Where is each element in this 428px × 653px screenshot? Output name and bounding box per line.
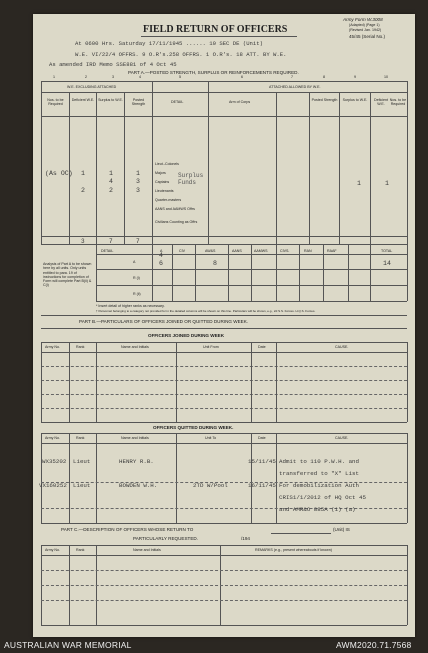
a2-hdr-aans: AANS bbox=[232, 249, 242, 253]
col4-val-1: 1 bbox=[136, 170, 140, 177]
joined-title: OFFICERS JOINED DURING WEEK bbox=[148, 333, 225, 338]
col2-val-2: 2 bbox=[81, 187, 85, 194]
at-line: At 0600 Hrs. Saturday 17/11/1945 ...... 10 SEC DE (Unit) bbox=[75, 40, 263, 47]
c-hdr-name: Name and Initials bbox=[133, 548, 161, 552]
col-num-8: 8 bbox=[323, 75, 325, 79]
rank-qm: Quarter-masters bbox=[155, 198, 182, 202]
quitted-title: OFFICERS QUITTED DURING WEEK. bbox=[153, 425, 234, 430]
quitted-hdr-army-no: Army No. bbox=[45, 436, 60, 440]
quitted-2-date: 16/11/45 bbox=[248, 482, 276, 489]
as-oc-note: (As OC) bbox=[45, 170, 73, 177]
col3-val-1: 1 bbox=[109, 170, 113, 177]
hdr-deficient-att: Deficient W.E. bbox=[374, 98, 388, 106]
a2-hdr-detail: DETAIL bbox=[101, 249, 114, 253]
joined-hdr-army-no: Army No. bbox=[45, 345, 60, 349]
joined-hdr-rank: Rank bbox=[76, 345, 85, 349]
quitted-1-cause-2: transferred to "X" List bbox=[279, 470, 360, 477]
col-num-9: 9 bbox=[354, 75, 356, 79]
part-c-date: /194 bbox=[241, 536, 250, 541]
hdr-posted-att: Posted Strength bbox=[311, 98, 338, 102]
rank-major: Majors bbox=[155, 171, 166, 175]
col-num-5: 5 bbox=[179, 75, 181, 79]
col9-val: 1 bbox=[357, 180, 361, 187]
quitted-1-army-no: WX35202 bbox=[42, 458, 67, 465]
quitted-2-cause-1: For demobilization Auth bbox=[279, 482, 360, 489]
quitted-hdr-cause: CAUSE. bbox=[335, 436, 349, 440]
total-col3: 7 bbox=[109, 238, 113, 245]
col-num-7: 7 bbox=[291, 75, 293, 79]
army-form-label: Army Form W.3008 bbox=[343, 17, 383, 22]
quitted-1-date: 15/11/45 bbox=[248, 458, 276, 465]
a2-val-total: 14 bbox=[383, 260, 391, 267]
hdr-nos-required-att: Nos. to be Required bbox=[389, 98, 407, 106]
a2-hdr-aamws: AAMWS bbox=[254, 249, 268, 253]
hdr-deficient: Deficient W.E. bbox=[71, 98, 95, 102]
hdr-arm: Arm of Corps bbox=[229, 100, 251, 104]
c-hdr-rank: Rank bbox=[76, 548, 85, 552]
rank-captain: Captains bbox=[155, 180, 170, 184]
part-a-title: PART A.—POSTED STRENGTH, SURPLUS OR REINFORCEMENTS REQUIRED. bbox=[128, 70, 299, 75]
col2-val-1: 1 bbox=[81, 170, 85, 177]
rank-civilians: Civilians Counting as Offrs bbox=[155, 220, 198, 224]
col-num-2: 2 bbox=[85, 75, 87, 79]
quitted-2-cause-2: CRIS1/1/2012 of HQ Oct 45 bbox=[279, 494, 366, 501]
col-num-10: 10 bbox=[384, 75, 388, 79]
footer-left: AUSTRALIAN WAR MEMORIAL bbox=[4, 640, 132, 650]
part-b-title: PART B.—PARTICULARS OF OFFICERS JOINED OR QUITTED DURING WEEK. bbox=[79, 319, 249, 324]
adapted-label: (Adapted) (Page 1) bbox=[349, 23, 380, 27]
a2-row-a: A bbox=[133, 260, 136, 264]
form-title: FIELD RETURN OF OFFICERS bbox=[143, 24, 288, 35]
quitted-1-rank: Lieut bbox=[73, 458, 91, 465]
quitted-1-cause-1: Admit to 110 P.W.H. and bbox=[279, 458, 360, 465]
total-col2: 3 bbox=[81, 238, 85, 245]
quitted-hdr-rank: Rank bbox=[76, 436, 85, 440]
amended-line: As amended IRD Memo SSE881 of 4 Oct 45 bbox=[49, 61, 177, 68]
c-hdr-remarks: REMARKS (e.g., present whereabouts if known) bbox=[255, 548, 332, 552]
hdr-posted: Posted Strength bbox=[131, 98, 146, 106]
total-col4: 7 bbox=[136, 238, 140, 245]
col4-val-3: 3 bbox=[136, 187, 140, 194]
part-c-title: PART C.—DESCRIPTION OF OFFICERS WHOSE RETURN TO bbox=[61, 527, 194, 532]
hdr-detail: DETAIL bbox=[171, 100, 184, 104]
a2-val-a: 6 bbox=[159, 260, 163, 267]
col-num-3: 3 bbox=[112, 75, 114, 79]
a2-hdr-total: TOTAL bbox=[381, 249, 393, 253]
a2-hdr-ran: RAN bbox=[304, 249, 312, 253]
joined-hdr-date: Date bbox=[258, 345, 266, 349]
quitted-1-name: HENRY R.B. bbox=[119, 458, 154, 465]
col10-val: 1 bbox=[385, 180, 389, 187]
group-we-header: W.E. EXCLUDING ATTACHED bbox=[67, 85, 117, 89]
serial-number: 45/45 (Serial No.) bbox=[349, 34, 386, 39]
a2-val-a-top: 4 bbox=[159, 252, 163, 259]
note-higher-ranks: * Insert detail of higher ranks as necessary. bbox=[96, 304, 165, 308]
col3-val-3: 2 bbox=[109, 187, 113, 194]
quitted-hdr-name: Name and Initials bbox=[121, 436, 149, 440]
note-personnel: † Personnel belonging to a category not provided for in the detailed columns will be shown on this line. Particulars will be shown, e.g., 2d S.S. Forces. H.Q.S. Forces. bbox=[96, 309, 316, 313]
a2-hdr-civs: CIVS. bbox=[280, 249, 290, 253]
col4-val-2: 3 bbox=[136, 178, 140, 185]
arm-overtype: Surplus Funds bbox=[178, 172, 204, 186]
hdr-nos-required: Nos. to be Required bbox=[47, 98, 64, 106]
a2-hdr-raaf: RAAF bbox=[327, 249, 337, 253]
hdr-surplus-att: Surplus to W.E. bbox=[342, 98, 368, 102]
analysis-note: Analysis of Part A to be shown here by all units. Only units entitled to para. 19 of instructions for completion of Form will complete Part B(ii) & C(i) bbox=[43, 262, 92, 288]
col-num-4: 4 bbox=[139, 75, 141, 79]
revised-label: (Revised Jan. 1942) bbox=[349, 28, 382, 32]
joined-hdr-unit: Unit From bbox=[203, 345, 219, 349]
quitted-2-rank: Lieut bbox=[73, 482, 91, 489]
col3-val-2: 4 bbox=[109, 178, 113, 185]
quitted-2-unit: 2TD W/Pool bbox=[193, 482, 228, 489]
col-num-6: 6 bbox=[241, 75, 243, 79]
form-page bbox=[33, 14, 415, 637]
a2-row-r1: R (i) bbox=[133, 276, 140, 280]
part-c-unit: (Unit) IS bbox=[333, 527, 350, 532]
footer-right: AWM2020.71.7568 bbox=[336, 640, 412, 650]
joined-hdr-cause: CAUSE. bbox=[335, 345, 349, 349]
col-num-1: 1 bbox=[53, 75, 55, 79]
we-line: W.E. VI/22/4 OFFRS. 9 O.R's.258 OFFRS. 1 O.R's. 18 ATT. BY W.E. bbox=[75, 51, 287, 58]
joined-hdr-name: Name and Initials bbox=[121, 345, 149, 349]
a2-row-r2: R (ii) bbox=[133, 292, 141, 296]
quitted-hdr-unit: Unit To bbox=[205, 436, 217, 440]
quitted-2-army-no: VX160252 bbox=[39, 482, 67, 489]
quitted-2-cause-3: and AMR&O 885A (1) (a) bbox=[279, 506, 356, 513]
group-att-header: ATTACHED ALLOWED BY W.E. bbox=[269, 85, 321, 89]
rank-aans: AANS and AAMWS Offrs bbox=[155, 207, 195, 211]
c-hdr-army-no: Army No. bbox=[45, 548, 60, 552]
part-c-title-2: PARTICULARLY REQUESTED. bbox=[133, 536, 199, 541]
rank-lt-col: Lieut.-Colonels bbox=[155, 162, 179, 166]
rank-lieutenant: Lieutenants bbox=[155, 189, 174, 193]
quitted-hdr-date: Date bbox=[258, 436, 266, 440]
hdr-surplus: Surplus to W.E. bbox=[98, 98, 123, 102]
a2-hdr-civ: CIV bbox=[179, 249, 185, 253]
a2-hdr-a: A bbox=[160, 249, 163, 253]
a2-hdr-aws: AW&S bbox=[205, 249, 216, 253]
a2-val-civ: 8 bbox=[213, 260, 217, 267]
quitted-2-name: BOWDEN W.H. bbox=[119, 482, 158, 489]
